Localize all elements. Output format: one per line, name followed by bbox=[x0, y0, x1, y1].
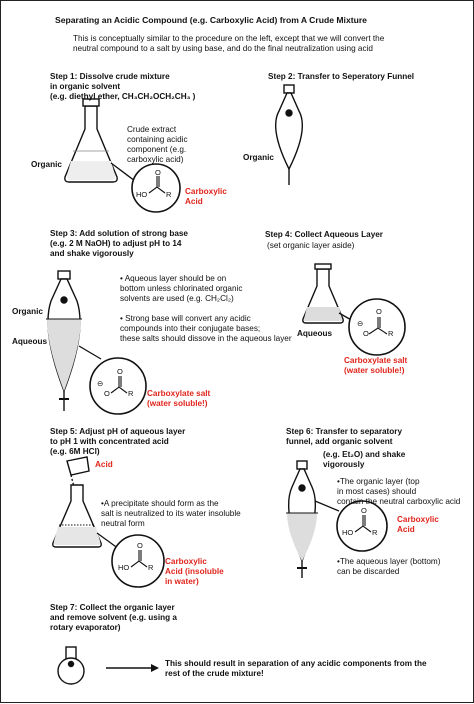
step3-heading-line-3: and shake vigorously bbox=[50, 249, 134, 258]
step7-heading-line-2: and remove solvent (e.g. using a bbox=[50, 613, 177, 622]
step3-molecule-label-line-2: (water soluble!) bbox=[147, 399, 208, 408]
step3-molecule-label-line-1: Carboxylate salt bbox=[147, 389, 211, 398]
step5-heading-line-3: (e.g. 6M HCl) bbox=[50, 447, 100, 456]
step6-note1-line-1: •The organic layer (top bbox=[337, 477, 420, 486]
step6-note1-line-3: contain the neutral carboxylic acid bbox=[337, 497, 461, 506]
step1-note-line-4: carboxylic acid) bbox=[127, 155, 184, 164]
step6-molecule-label-line-2: Acid bbox=[397, 525, 415, 534]
step6-heading-line-1: Step 6: Transfer to separatory bbox=[286, 427, 403, 436]
magnifier-pointer bbox=[79, 346, 101, 359]
step5-note-line-3: neutral form bbox=[101, 519, 145, 528]
round-bottom-flask bbox=[58, 647, 84, 684]
step5-heading-line-1: Step 5: Adjust pH of aqueous layer bbox=[50, 427, 186, 436]
step1-note-line-2: containing acidic bbox=[127, 135, 188, 144]
step1-organic-label: Organic bbox=[31, 160, 62, 169]
step1-molecule-label-line-2: Acid bbox=[185, 197, 203, 206]
chem-o-label: O bbox=[361, 506, 367, 515]
separatory-funnel-step6 bbox=[286, 461, 318, 578]
step3-note1-line-3: solvents are used (e.g. CH₂Cl₂) bbox=[120, 294, 234, 303]
intro-line-1: This is conceptually similar to the procedure on the left, except that we will convert the bbox=[73, 34, 385, 43]
step3-note2-line-1: • Strong base will convert any acidic bbox=[120, 314, 251, 323]
chem-o-label: O bbox=[155, 168, 161, 177]
intro-line-2: neutral compound to a salt by using base, and do the final neutralization using acid bbox=[73, 44, 373, 53]
step1-example: (e.g. diethyl ether, CH₃CH₂OCH₂CH₃ ) bbox=[50, 92, 196, 101]
step2-organic-label: Organic bbox=[243, 153, 274, 162]
chem-r-label: R bbox=[372, 528, 378, 537]
chem-o-label: O bbox=[363, 329, 369, 338]
step2-heading: Step 2: Transfer to Seperatory Funnel bbox=[268, 72, 415, 81]
diagram-artwork bbox=[1, 1, 474, 704]
erlenmeyer-flask-step1 bbox=[65, 99, 117, 182]
step5-heading-line-2: to pH 1 with concentrated acid bbox=[50, 437, 169, 446]
page-title: Separating an Acidic Compound (e.g. Carboxylic Acid) from A Crude Mixture bbox=[55, 15, 367, 25]
chem-ho-label: HO bbox=[136, 190, 148, 199]
step6-note2-line-1: •The aqueous layer (bottom) bbox=[337, 557, 441, 566]
chem-minus-label: ⊖ bbox=[357, 319, 364, 328]
step6-subheading-line-1: (e.g. Et₂O) and shake bbox=[323, 450, 406, 459]
step3-note1-line-2: bottom unless chlorinated organic bbox=[120, 284, 243, 293]
step5-acid-label: Acid bbox=[95, 460, 113, 469]
chem-ho-label: HO bbox=[342, 528, 354, 537]
step4-molecule-label-line-1: Carboxylate salt bbox=[344, 356, 408, 365]
step6-subheading-line-2: vigorously bbox=[323, 460, 365, 469]
erlenmeyer-flask-step5 bbox=[53, 485, 101, 547]
step3-note1-line-1: • Aqueous layer should be on bbox=[120, 274, 227, 283]
step1-molecule-label-line-1: Carboxylic bbox=[185, 187, 227, 196]
step5-molecule-label-line-3: in water) bbox=[165, 577, 199, 586]
step3-heading-line-2: (e.g. 2 M NaOH) to adjust pH to 14 bbox=[50, 239, 182, 248]
step1-note-line-3: component (e.g. bbox=[127, 145, 187, 154]
step4-aqueous-label: Aqueous bbox=[297, 329, 333, 338]
step7-heading-line-1: Step 7: Collect the organic layer bbox=[50, 603, 175, 612]
step6-molecule-label-line-1: Carboxylic bbox=[397, 515, 439, 524]
chem-o-label: O bbox=[137, 541, 143, 550]
chem-o-label: O bbox=[117, 367, 123, 376]
chem-r-label: R bbox=[388, 329, 394, 338]
step1-note-line-1: Crude extract bbox=[127, 125, 177, 134]
chem-r-label: R bbox=[128, 389, 134, 398]
chem-ho-label: HO bbox=[118, 563, 130, 572]
chem-minus-label: ⊖ bbox=[97, 379, 104, 388]
result-arrow bbox=[106, 664, 159, 672]
step3-aqueous-label: Aqueous bbox=[12, 337, 48, 346]
step7-heading-line-3: rotary evaporator) bbox=[50, 623, 121, 632]
step1-heading-line-2: in organic solvent bbox=[50, 82, 121, 91]
chem-o-label: O bbox=[376, 307, 382, 316]
step4-molecule-label-line-2: (water soluble!) bbox=[344, 366, 405, 375]
step4-heading: Step 4: Collect Aqueous Layer bbox=[265, 230, 383, 239]
step3-organic-label: Organic bbox=[12, 307, 43, 316]
separatory-funnel-step3 bbox=[46, 271, 82, 411]
chem-r-label: R bbox=[148, 563, 154, 572]
step6-heading-line-2: funnel, add organic solvent bbox=[286, 437, 393, 446]
step5-note-line-2: salt is neutralized to its water insoluble bbox=[101, 509, 241, 518]
chem-r-label: R bbox=[166, 190, 172, 199]
step6-note1-line-2: in most cases) should bbox=[337, 487, 417, 496]
step3-note2-line-2: compounds into their conjugate bases; bbox=[120, 324, 261, 333]
step5-molecule-label-line-2: Acid (insoluble bbox=[165, 567, 224, 576]
step6-note2-line-2: can be discarded bbox=[337, 567, 400, 576]
chem-o-label: O bbox=[104, 389, 110, 398]
step7-result-line-2: rest of the crude mixture! bbox=[165, 669, 264, 678]
step1-heading-line-1: Step 1: Dissolve crude mixture bbox=[50, 72, 170, 81]
magnifier-pointer bbox=[315, 501, 339, 511]
step3-note2-line-3: these salts should dissove in the aqueous layer bbox=[120, 334, 292, 343]
step4-subheading: (set organic layer aside) bbox=[267, 241, 355, 250]
step3-heading-line-1: Step 3: Add solution of strong base bbox=[50, 229, 188, 238]
step5-note-line-1: •A precipitate should form as the bbox=[101, 499, 219, 508]
step5-molecule-label-line-1: Carboxylic bbox=[165, 557, 207, 566]
erlenmeyer-flask-step4 bbox=[303, 264, 343, 323]
step7-result-line-1: This should result in separation of any acidic components from the bbox=[165, 659, 427, 668]
separatory-funnel-step2 bbox=[276, 85, 303, 185]
